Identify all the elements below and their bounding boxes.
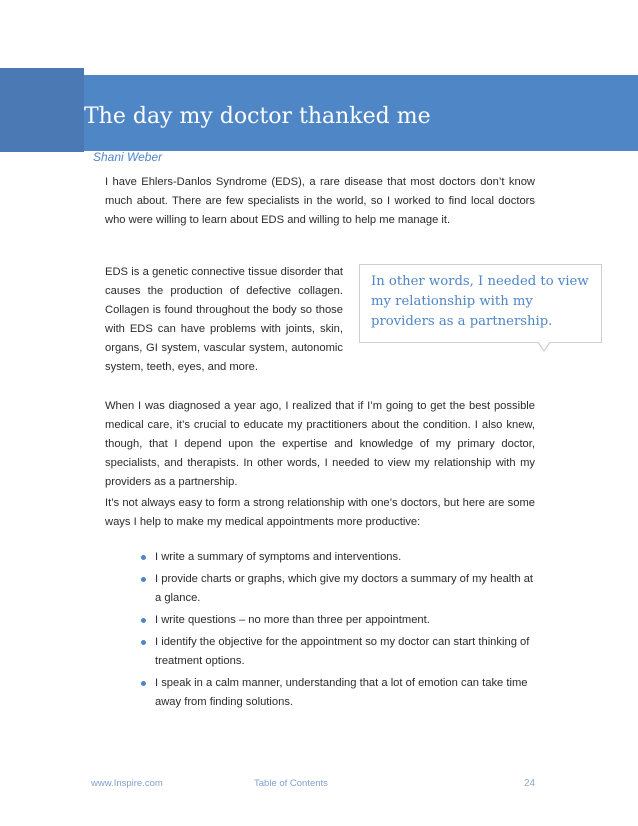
bullet-icon <box>141 640 146 645</box>
list-item: I speak in a calm manner, understanding that a lot of emotion can take time away from finding solutions. <box>138 674 538 712</box>
paragraph-diagnosis: When I was diagnosed a year ago, I realized that if I’m going to get the best possible medical care, it’s crucial to educate my practitioners about the condition. I also knew, though, that I depend upon the expertise and knowledge of my primary doctor, specialists, and therapists. In other words, I needed to view my relationship with my providers as a partnership. <box>105 400 535 488</box>
bullet-icon <box>141 681 146 686</box>
list-item: I identify the objective for the appointment so my doctor can start thinking of treatment options. <box>138 633 538 671</box>
bullet-icon <box>141 577 146 582</box>
page-title: The day my doctor thanked me <box>84 104 431 129</box>
list-item: I write questions – no more than three per appointment. <box>138 611 538 630</box>
list-item: I write a summary of symptoms and interventions. <box>138 548 538 567</box>
tips-list <box>138 548 538 715</box>
paragraph-eds: EDS is a genetic connective tissue disorder that causes the production of defective collagen. Collagen is found throughout the body so those with EDS can have problems with joints, skin, organs, GI system, vascular system, autonomic system, teeth, eyes, and more. <box>105 266 343 373</box>
footer-toc-link[interactable]: Table of Contents <box>254 778 328 789</box>
list-item: I provide charts or graphs, which give my doctors a summary of my health at a glance. <box>138 570 538 608</box>
paragraph-intro: I have Ehlers-Danlos Syndrome (EDS), a rare disease that most doctors don’t know much about. There are few specialists in the world, so I worked to find local doctors who were willing to learn about EDS and willing to help me manage it. <box>105 176 535 226</box>
banner-tab <box>0 68 84 152</box>
paragraph-tips-intro: It’s not always easy to form a strong relationship with one’s doctors, but here are some ways I help to make my medical appointments more productive: <box>105 497 535 528</box>
pull-quote: In other words, I needed to view my relationship with my providers as a partnership. <box>371 274 589 329</box>
page-number: 24 <box>524 778 536 789</box>
bullet-icon <box>141 618 146 623</box>
bullet-icon <box>141 555 146 560</box>
author-name: Shani Weber <box>93 150 163 164</box>
footer-site-link[interactable]: www.Inspire.com <box>91 778 163 789</box>
